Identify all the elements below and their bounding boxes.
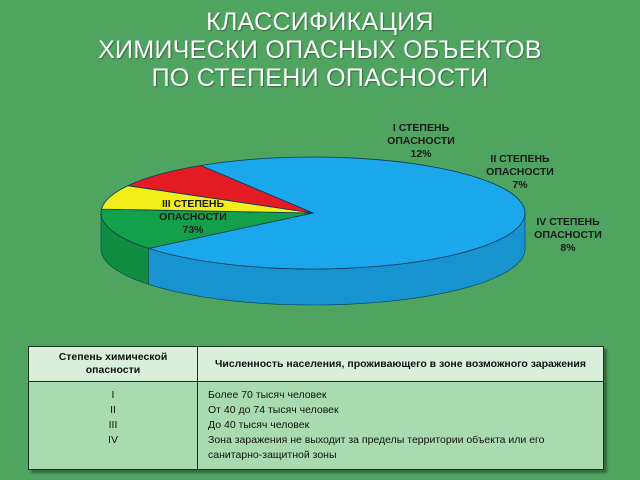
degree-cell: II [110,404,116,416]
classification-table [28,346,604,470]
population-cell: От 40 до 74 тысяч человек [208,404,339,416]
pie-slice-label-line: II СТЕПЕНЬ [490,153,550,165]
title-line-2: ХИМИЧЕСКИ ОПАСНЫХ ОБЪЕКТОВ [98,36,542,64]
degree-cell: III [108,419,118,431]
pie-slice-label-line: 7% [512,179,528,191]
pie-slice-label-line: I СТЕПЕНЬ [392,122,450,134]
population-cell: Более 70 тысяч человек [208,389,327,401]
degree-cell: IV [108,434,118,446]
pie-slice-label-line: 73% [182,224,204,236]
title-line-3: ПО СТЕПЕНИ ОПАСНОСТИ [151,64,489,92]
title-line-1: КЛАССИФИКАЦИЯ [206,8,434,36]
pie-slice-label-line: 12% [410,148,432,160]
pie-slice-label-line: 8% [560,242,576,254]
degree-column [29,382,198,470]
pie-slice-label-line: ОПАСНОСТИ [486,166,554,178]
population-column [198,382,604,470]
pie-slice-label-line: ОПАСНОСТИ [534,229,602,241]
pie-slice-label-line: ОПАСНОСТИ [159,211,227,223]
population-cell: До 40 тысяч человек [208,419,310,431]
table-body [29,382,603,470]
pie-slice-label-line: ОПАСНОСТИ [387,135,455,147]
pie-slice-label-line: IV СТЕПЕНЬ [536,216,600,228]
pie-slice-label [387,122,455,160]
pie-slice-label-line: III СТЕПЕНЬ [161,198,225,210]
pie-slice-label [534,216,602,254]
degree-cell: I [111,389,115,401]
population-cell: Зона заражения не выходит за пределы территории объекта или его санитарно-защитной зоны [208,434,545,461]
table [29,347,603,469]
table-header-row [29,347,603,382]
header-degree: Степень химической опасности [29,347,198,382]
header-population: Численность населения, проживающего в зоне возможного заражения [198,347,604,382]
